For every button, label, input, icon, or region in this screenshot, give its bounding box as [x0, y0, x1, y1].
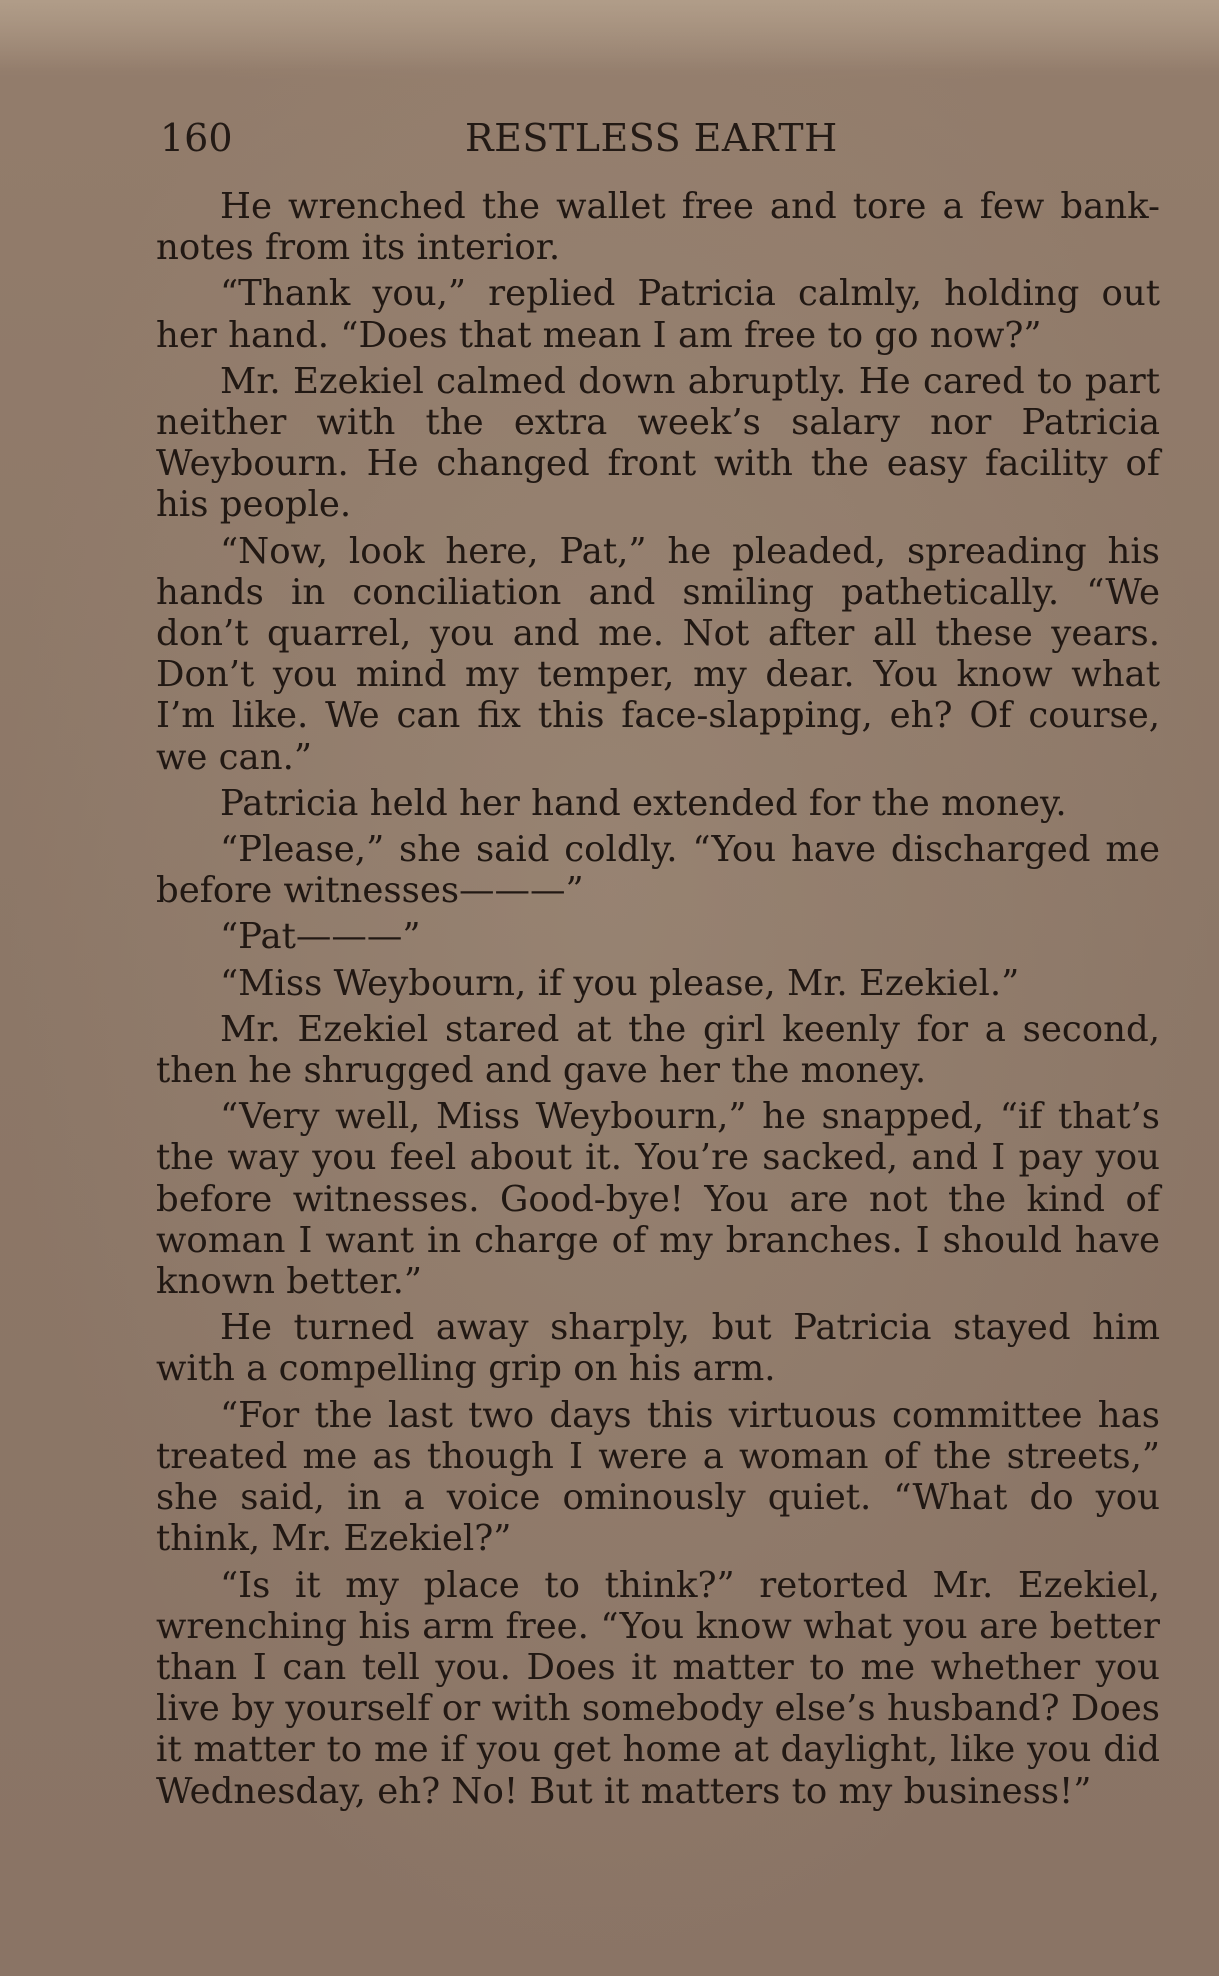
paragraph: “For the last two days this virtuous committee has treated me as though I were a woman of the streets,” she said, in a voice ominously quiet. “What do you think, Mr. Ezekiel?”	[156, 1394, 1160, 1560]
page-header	[160, 116, 1160, 172]
paragraph: “Please,” she said coldly. “You have discharged me before witnesses———”	[156, 829, 1160, 912]
paragraph: “Very well, Miss Weybourn,” he snapped, “if that’s the way you feel about it. You’re sacked, and I pay you before witnesses. Good-bye! You are not the kind of woman I want in charge of my branches. I should have known better.”	[156, 1096, 1160, 1303]
paragraph: Mr. Ezekiel calmed down abruptly. He cared to part neither with the extra week’s salary nor Patricia Weybourn. He changed front with the easy facility of his people.	[156, 360, 1160, 526]
paragraph: He wrenched the wallet free and tore a few bank-notes from its interior.	[156, 186, 1160, 269]
paragraph: “Pat———”	[220, 916, 421, 958]
paragraph: Mr. Ezekiel stared at the girl keenly for a second, then he shrugged and gave her the money.	[156, 1008, 1160, 1092]
paragraph: “Miss Weybourn, if you please, Mr. Ezekiel.”	[220, 962, 1020, 1004]
paragraph: He turned away sharply, but Patricia stayed him with a compelling grip on his arm.	[156, 1307, 1160, 1390]
paragraph: “Now, look here, Pat,” he pleaded, spreading his hands in conciliation and smiling pathetically. “We don’t quarrel, you and me. Not after all these years. Don’t you mind my temper, my dear. You know what I’m like. We can fix this face-slapping, eh? Of course, we can.”	[156, 530, 1160, 778]
paragraph: “Thank you,” replied Patricia calmly, holding out her hand. “Does that mean I am free to go now?”	[156, 273, 1160, 356]
paragraph: Patricia held her hand extended for the money.	[220, 782, 1067, 824]
body-text	[156, 186, 1160, 1817]
page-number: 160	[160, 116, 233, 160]
paragraph: “Is it my place to think?” retorted Mr. Ezekiel, wrenching his arm free. “You know what you are better than I can tell you. Does it matter to me whether you live by yourself or with somebody else’s husband? Does it matter to me if you get home at daylight, like you did Wednesday, eh? No! But it matters to my business!”	[156, 1564, 1160, 1812]
running-head: RESTLESS EARTH	[465, 116, 838, 160]
